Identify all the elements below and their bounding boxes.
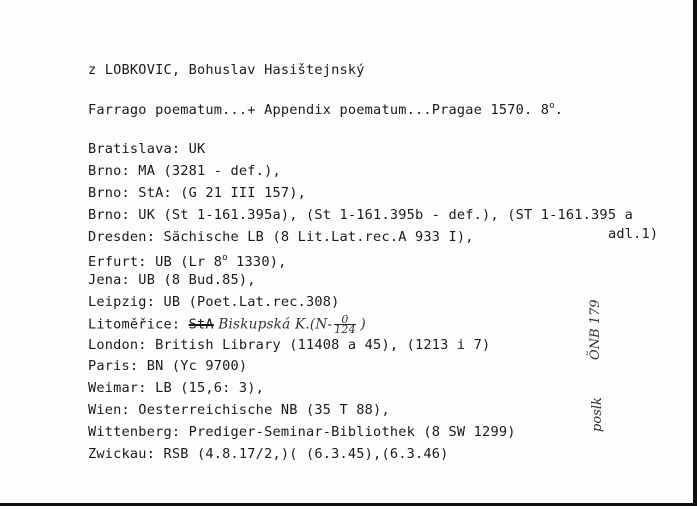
holding-erfurt bbox=[88, 250, 286, 270]
erfurt-text: Erfurt: UB (Lr 8 bbox=[88, 254, 223, 270]
litomerice-close: ) bbox=[355, 316, 366, 333]
litomerice-label: Litoměřice: bbox=[88, 316, 189, 333]
litomerice-handwritten: Biskupská K.(N- bbox=[213, 316, 333, 333]
format-suffix: . bbox=[554, 102, 564, 118]
fraction-denominator: 124 bbox=[334, 323, 356, 336]
holding-litomerice bbox=[88, 315, 366, 334]
holding-brno-ma: Brno: MA (3281 - def.), bbox=[88, 163, 281, 179]
holding-zwickau: Zwickau: RSB (4.8.17/2,)( (6.3.45),(6.3.46) bbox=[88, 446, 449, 462]
author-heading: z LOBKOVIC, Bohuslav Hasištejnský bbox=[88, 62, 365, 78]
holding-jena: Jena: UB (8 Bud.85), bbox=[88, 272, 256, 288]
holding-leipzig: Leipzig: UB (Poet.Lat.rec.308) bbox=[88, 294, 340, 310]
holding-bratislava: Bratislava: UK bbox=[88, 141, 206, 157]
title-line bbox=[88, 98, 563, 118]
holding-dresden: Dresden: Sächische LB (8 Lit.Lat.rec.A 933 I), bbox=[88, 229, 474, 245]
erfurt-degree: o bbox=[222, 253, 228, 263]
format-degree: o bbox=[549, 101, 555, 111]
holding-wien: Wien: Oesterreichische NB (35 T 88), bbox=[88, 402, 390, 418]
holding-paris: Paris: BN (Yc 9700) bbox=[88, 358, 248, 374]
holding-weimar: Weimar: LB (15,6: 3), bbox=[88, 380, 265, 396]
holding-wittenberg: Wittenberg: Prediger-Seminar-Bibliothek (8 SW 1299) bbox=[88, 424, 516, 440]
holding-brno-uk-continuation: adl.1) bbox=[608, 226, 659, 242]
holding-brno-uk: Brno: UK (St 1-161.395a), (St 1-161.395b - def.), (ST 1-161.395 a bbox=[88, 207, 633, 223]
holding-brno-sta: Brno: StA: (G 21 III 157), bbox=[88, 185, 306, 201]
margin-note-upper: ÖNB 179 bbox=[588, 299, 603, 360]
litomerice-struck: StA bbox=[188, 316, 214, 333]
holding-london: London: British Library (11408 a 45), (1213 i 7) bbox=[88, 337, 491, 353]
title-text: Farrago poematum...+ Appendix poematum...Pragae 1570. bbox=[88, 102, 533, 118]
litomerice-fraction bbox=[334, 315, 356, 334]
erfurt-tail: 1330), bbox=[227, 254, 287, 270]
margin-note-lower: poslk bbox=[590, 397, 605, 432]
fraction-numerator: 0 bbox=[334, 315, 356, 325]
format-number: 8 bbox=[540, 102, 550, 118]
